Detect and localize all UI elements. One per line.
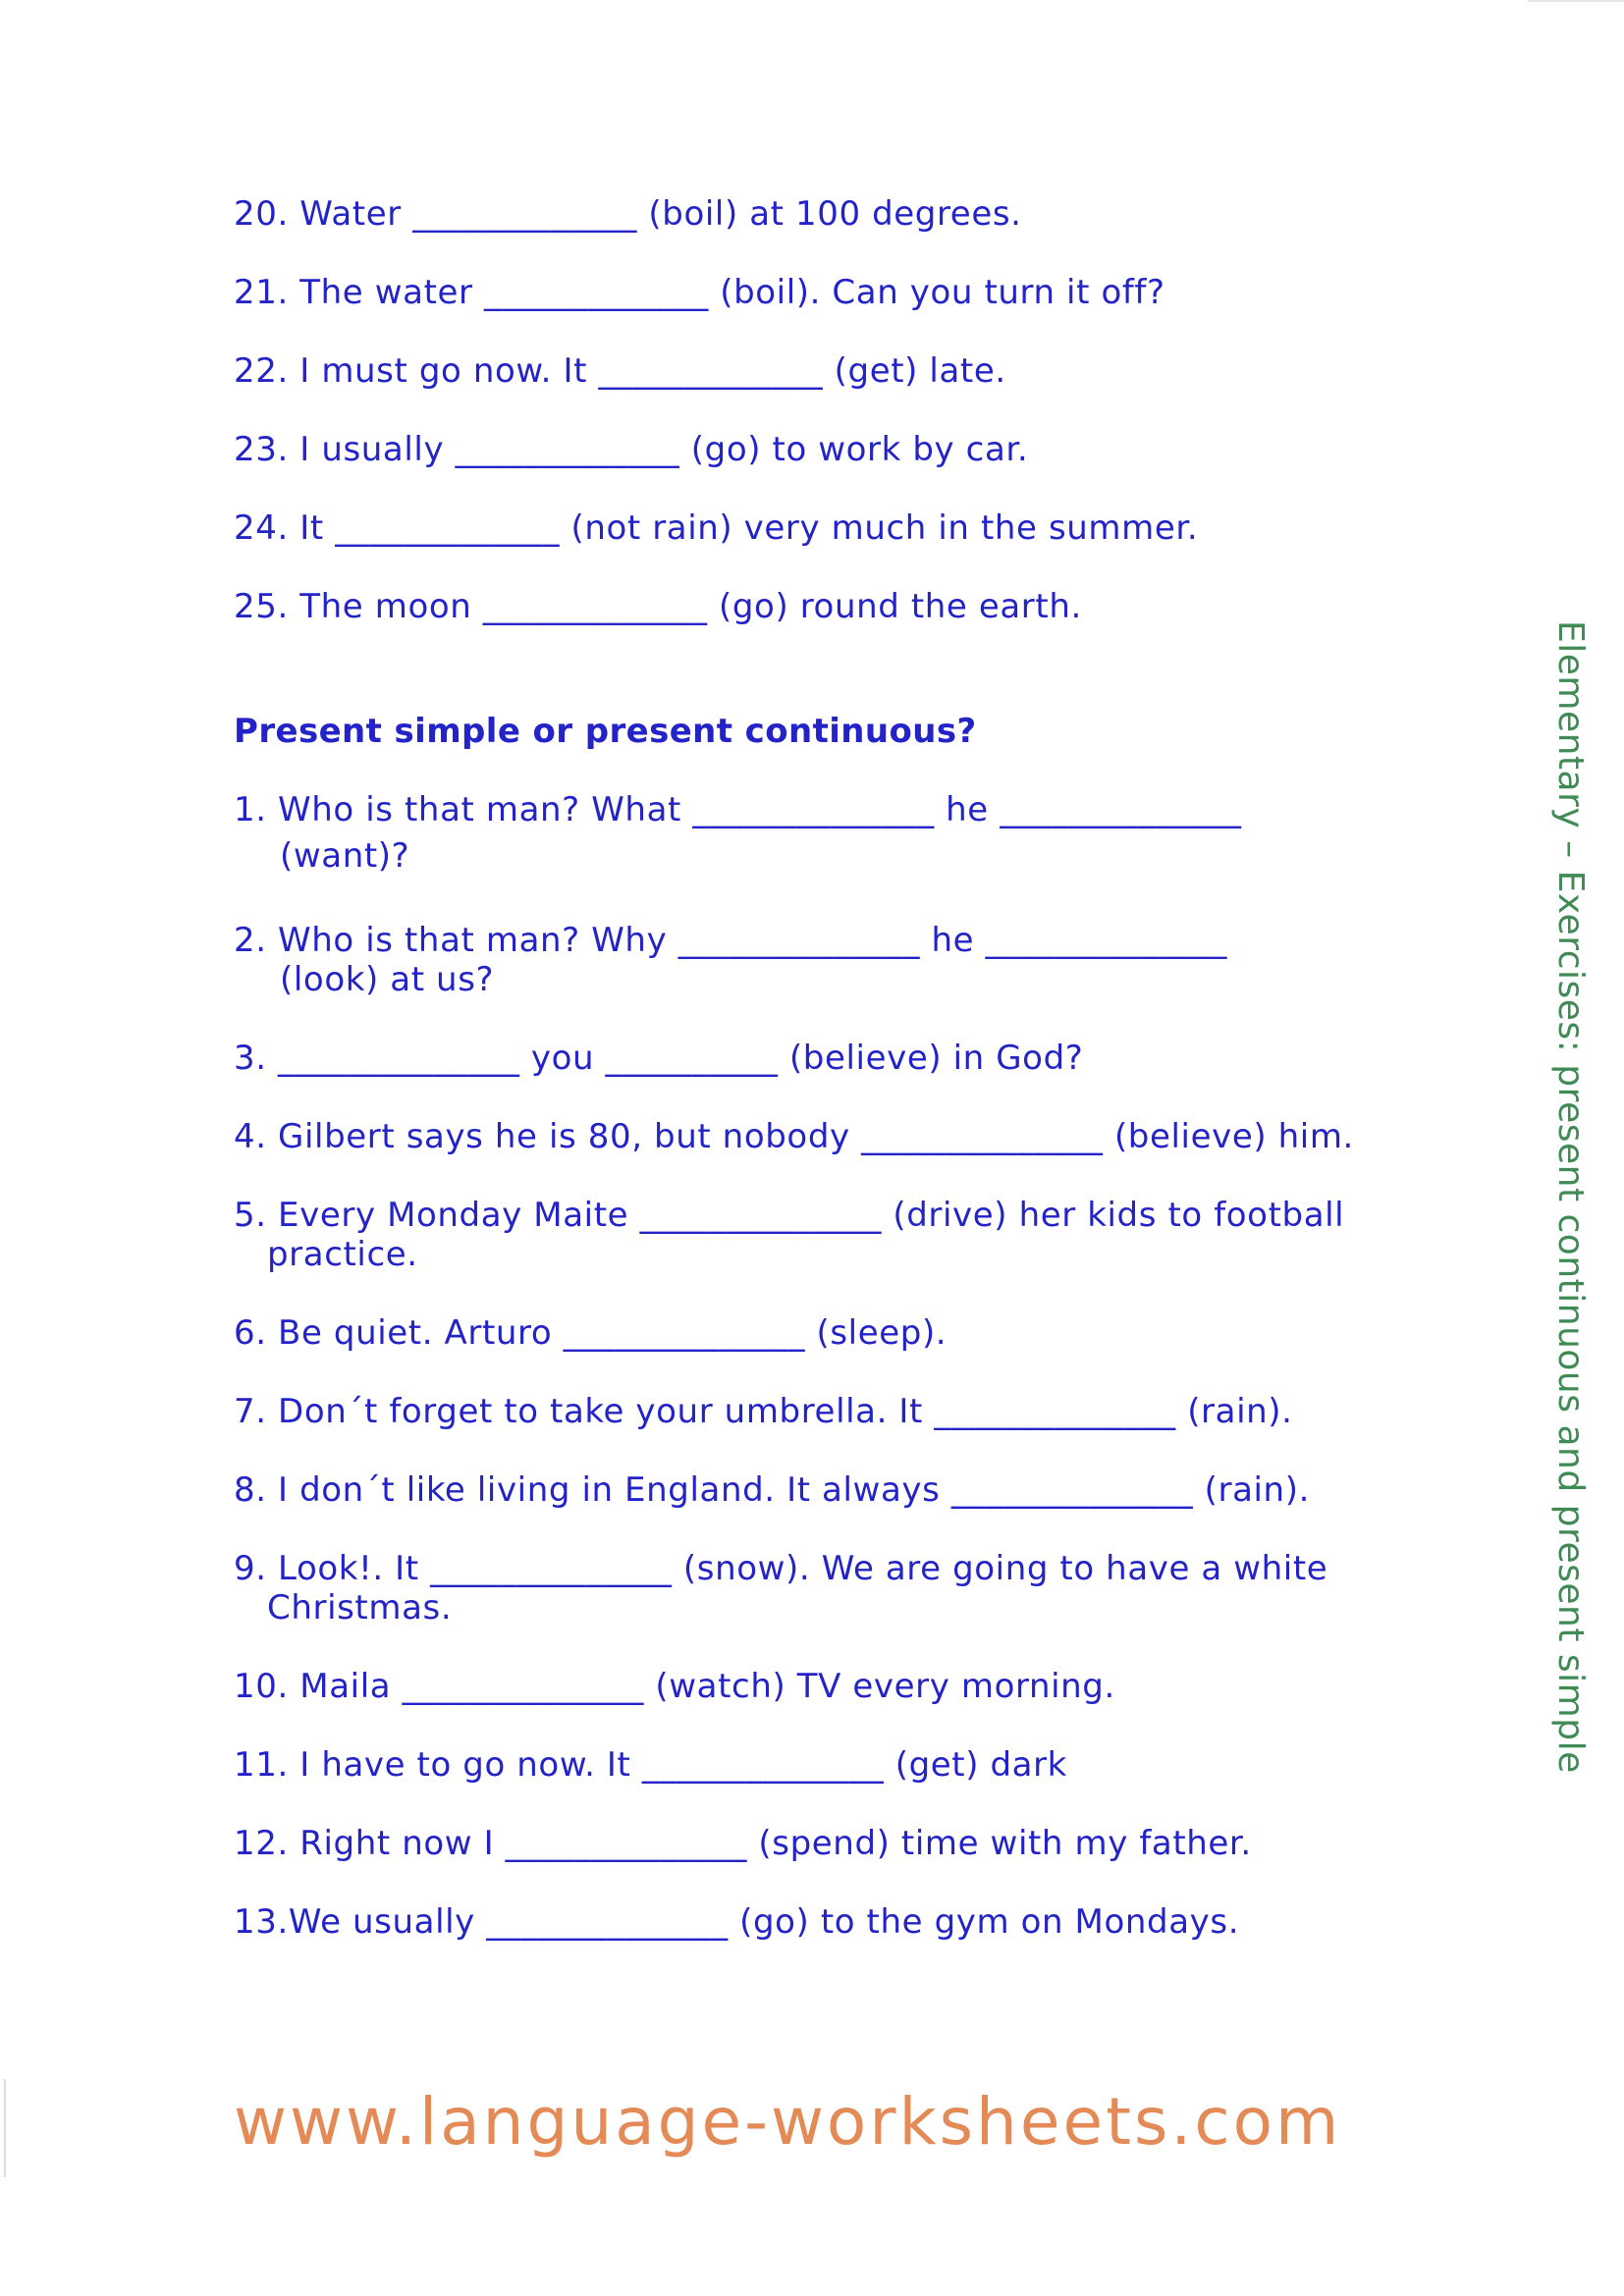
- exercise-item-23: 23. I usually _____________ (go) to work by car.: [234, 430, 1029, 469]
- side-label: Elementary – Exercises: present continuous and present simple: [1550, 620, 1591, 1774]
- scan-artifact-top: [1528, 0, 1624, 2]
- exercise-item-4: 4. Gilbert says he is 80, but nobody ______________ (believe) him.: [234, 1117, 1354, 1156]
- exercise-item-5-cont: practice.: [267, 1235, 418, 1274]
- exercise-item-10: 10. Maila ______________ (watch) TV every morning.: [234, 1667, 1115, 1706]
- exercise-item-6: 6. Be quiet. Arturo ______________ (sleep).: [234, 1313, 947, 1353]
- exercise-item-9-cont: Christmas.: [267, 1588, 453, 1628]
- exercise-item-2: 2. Who is that man? Why ______________ he ______________: [234, 921, 1227, 960]
- section-heading: Present simple or present continuous?: [234, 712, 977, 751]
- exercise-item-12: 12. Right now I ______________ (spend) time with my father.: [234, 1824, 1252, 1863]
- exercise-item-20: 20. Water _____________ (boil) at 100 degrees.: [234, 194, 1022, 234]
- exercise-item-1: 1. Who is that man? What ______________ he ______________: [234, 790, 1242, 829]
- exercise-item-25: 25. The moon _____________ (go) round the earth.: [234, 587, 1082, 626]
- exercise-item-22: 22. I must go now. It _____________ (get) late.: [234, 351, 1006, 391]
- exercise-item-13: 13.We usually ______________ (go) to the gym on Mondays.: [234, 1902, 1240, 1942]
- exercise-item-21: 21. The water _____________ (boil). Can you turn it off?: [234, 273, 1165, 312]
- exercise-item-24: 24. It _____________ (not rain) very much in the summer.: [234, 508, 1199, 548]
- exercise-item-5: 5. Every Monday Maite ______________ (drive) her kids to football: [234, 1196, 1345, 1235]
- footer-url[interactable]: www.language-worksheets.com: [234, 2084, 1342, 2160]
- exercise-item-7: 7. Don´t forget to take your umbrella. It ______________ (rain).: [234, 1392, 1293, 1431]
- exercise-item-1-cont: (want)?: [280, 836, 410, 876]
- exercise-item-2-cont: (look) at us?: [280, 960, 495, 999]
- scan-artifact-left: [4, 2079, 6, 2177]
- exercise-item-3: 3. ______________ you __________ (believe) in God?: [234, 1039, 1084, 1078]
- exercise-item-8: 8. I don´t like living in England. It always ______________ (rain).: [234, 1470, 1310, 1510]
- exercise-item-11: 11. I have to go now. It ______________ (get) dark: [234, 1745, 1067, 1785]
- exercise-item-9: 9. Look!. It ______________ (snow). We are going to have a white: [234, 1549, 1328, 1588]
